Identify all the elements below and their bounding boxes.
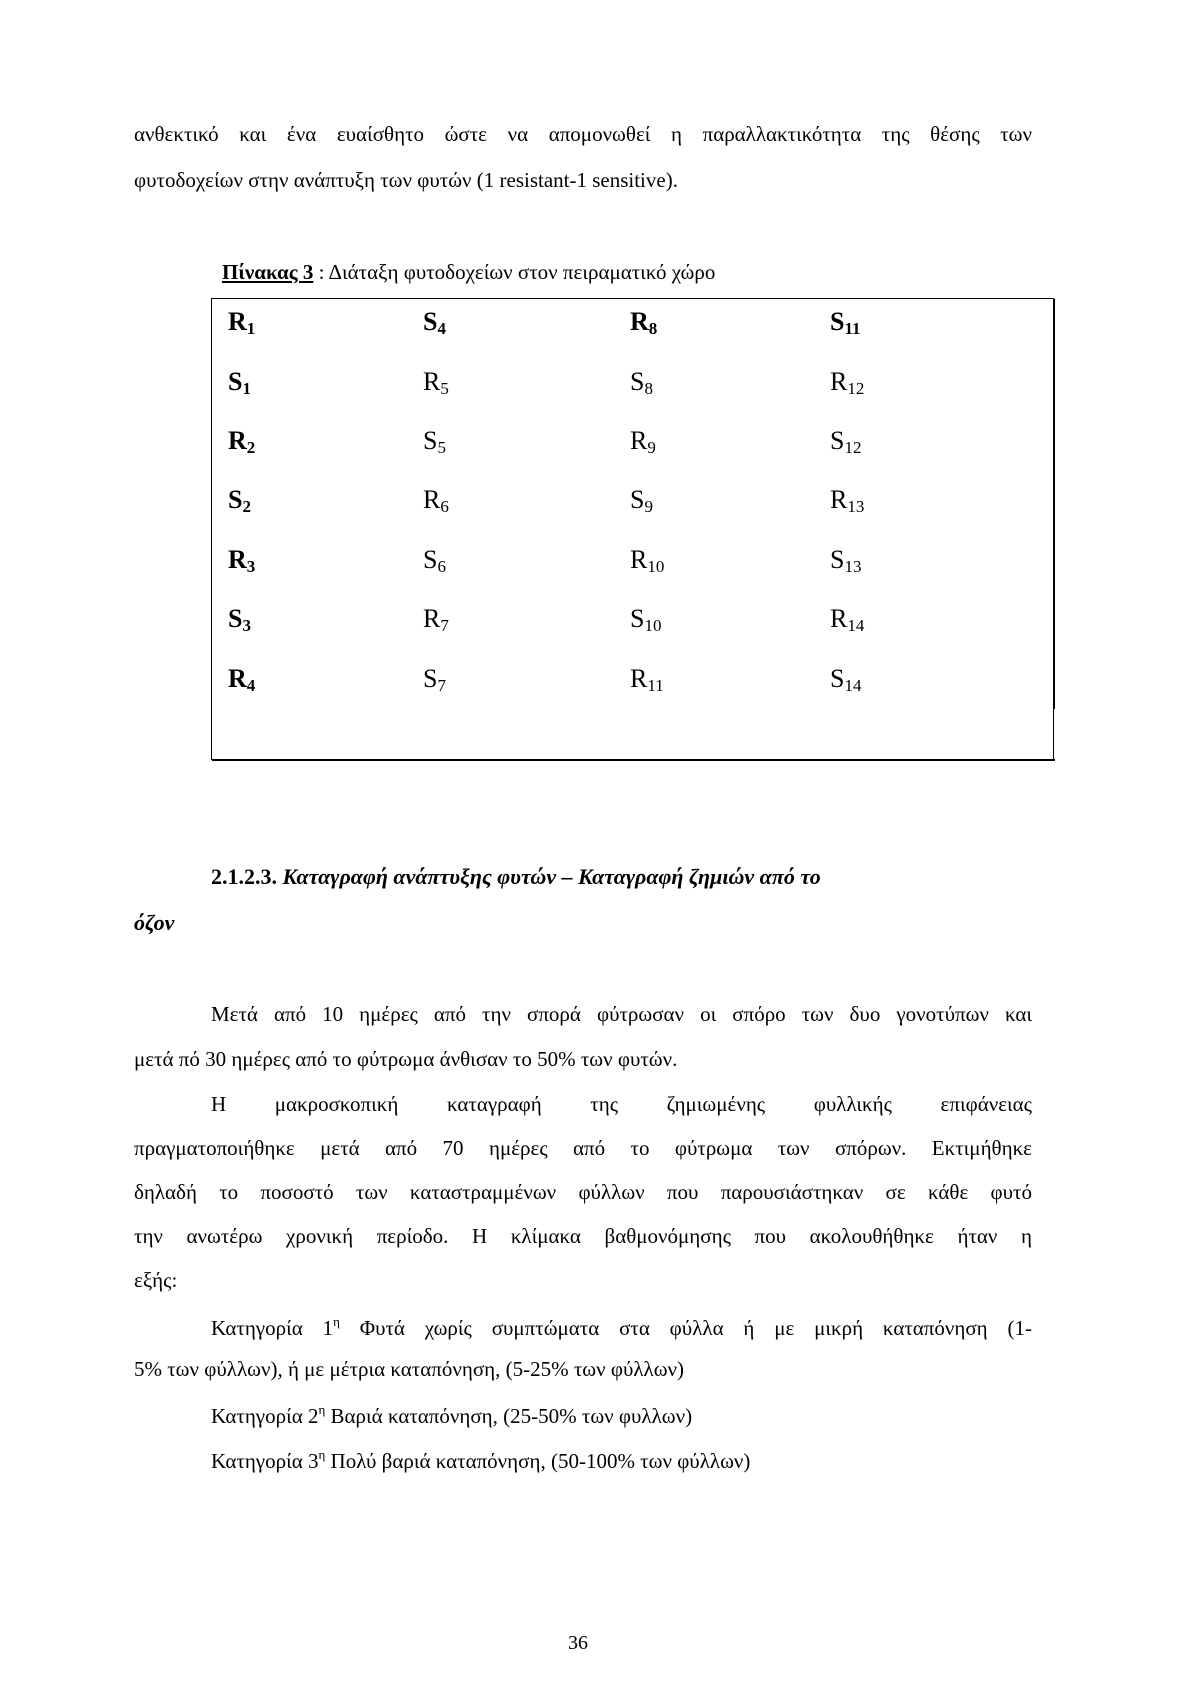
cell-letter: R	[228, 307, 247, 336]
cell-index: 8	[648, 319, 658, 338]
category-2	[211, 1403, 692, 1427]
table-cell-r5-c2	[423, 547, 446, 575]
cell-index: 7	[437, 676, 446, 695]
category-1	[211, 1315, 1032, 1339]
paragraph-2-line-1: Η μακροσκοπική καταγραφή της ζημιωμένης φυλλικής επιφάνειας	[211, 1092, 1032, 1116]
cell-index: 2	[246, 438, 256, 457]
cell-letter: S	[830, 664, 845, 693]
cell-letter: S	[830, 426, 845, 455]
cell-letter: S	[228, 485, 243, 514]
page-number: 36	[568, 1632, 588, 1654]
table-caption-text: : Διάταξη φυτοδοχείων στον πειραματικό χώρο	[313, 260, 716, 284]
cell-index: 6	[440, 497, 449, 516]
cell-letter: S	[630, 367, 645, 396]
cell-index: 3	[246, 557, 256, 576]
cell-index: 12	[847, 379, 865, 398]
intro-line-2: φυτοδοχείων στην ανάπτυξη των φυτών (1 resistant-1 sensitive).	[134, 168, 678, 192]
table-cell-r7-c4	[830, 666, 861, 694]
table-cell-r1-c2	[423, 309, 446, 337]
cell-index: 5	[437, 438, 446, 457]
cell-letter: S	[423, 545, 438, 574]
cell-letter: S	[423, 664, 438, 693]
cell-letter: R	[228, 545, 247, 574]
table-cell-r1-c4	[830, 309, 861, 337]
table-cell-r2-c3	[630, 369, 653, 397]
cell-index: 3	[242, 616, 251, 635]
cell-letter: R	[830, 604, 848, 633]
category-3	[211, 1448, 750, 1472]
section-number: 2.1.2.3.	[211, 864, 277, 889]
table-cell-r5-c1	[228, 547, 255, 575]
section-title: Καταγραφή ανάπτυξης φυτών – Καταγραφή ζημιών από το	[277, 864, 821, 889]
cell-letter: S	[630, 485, 645, 514]
cell-index: 1	[242, 379, 251, 398]
cell-letter: S	[423, 426, 438, 455]
category-2-text: Βαριά καταπόνηση, (25-50% των φυλλων)	[325, 1404, 693, 1428]
cell-index: 10	[647, 557, 665, 576]
table-right-border	[1053, 299, 1055, 709]
cell-index: 9	[644, 497, 653, 516]
cell-index: 11	[647, 676, 664, 695]
paragraph-2-line-5: εξής:	[134, 1268, 178, 1292]
cell-letter: S	[830, 307, 845, 336]
cell-index: 13	[844, 557, 862, 576]
paragraph-1-line-2: μετά πό 30 ημέρες από το φύτρωμα άνθισαν το 50% των φυτών.	[134, 1047, 678, 1071]
cell-letter: R	[423, 485, 441, 514]
cell-letter: R	[830, 367, 848, 396]
table-cell-r2-c1	[228, 369, 251, 397]
cell-letter: R	[228, 426, 247, 455]
cell-index: 13	[847, 497, 865, 516]
cell-letter: S	[228, 367, 243, 396]
table-cell-r7-c3	[630, 666, 664, 694]
cell-letter: S	[423, 307, 438, 336]
table-cell-r2-c2	[423, 369, 449, 397]
table-cell-r6-c4	[830, 606, 864, 634]
cell-letter: R	[630, 426, 648, 455]
table-cell-r7-c2	[423, 666, 446, 694]
table-cell-r4-c4	[830, 487, 864, 515]
cell-index: 4	[246, 676, 256, 695]
cell-index: 14	[847, 616, 865, 635]
category-1-continued: 5% των φύλλων), ή με μέτρια καταπόνηση, (5-25% των φύλλων)	[134, 1357, 685, 1381]
paragraph-2-line-4: την ανωτέρω χρονική περίοδο. Η κλίμακα βαθμονόμησης που ακολουθήθηκε ήταν η	[134, 1224, 1032, 1248]
paragraph-2-line-3: δηλαδή το ποσοστό των καταστραμμένων φύλλων που παρουσιάστηκαν σε κάθε φυτό	[134, 1180, 1032, 1204]
cell-letter: S	[228, 604, 243, 633]
arrangement-table	[211, 298, 1054, 760]
paragraph-1-line-1: Μετά από 10 ημέρες από την σπορά φύτρωσαν οι σπόρο των δυο γονοτύπων και	[211, 1002, 1032, 1026]
cell-index: 1	[246, 319, 256, 338]
cell-index: 11	[844, 319, 861, 338]
cell-letter: S	[830, 545, 845, 574]
cell-index: 8	[644, 379, 653, 398]
category-2-sup: η	[318, 1402, 326, 1417]
table-cell-r3-c1	[228, 428, 255, 456]
table-bottom-border	[212, 759, 1055, 761]
cell-index: 5	[440, 379, 449, 398]
table-cell-r4-c2	[423, 487, 449, 515]
section-title-continued: όζον	[134, 910, 175, 935]
table-cell-r1-c1	[228, 309, 255, 337]
table-cell-r2-c4	[830, 369, 864, 397]
table-cell-r3-c4	[830, 428, 861, 456]
cell-letter: R	[630, 664, 648, 693]
intro-line-1: ανθεκτικό και ένα ευαίσθητο ώστε να απομονωθεί η παραλλακτικότητα της θέσης των	[134, 122, 1032, 146]
table-cell-r6-c3	[630, 606, 661, 634]
category-3-sup: η	[318, 1447, 326, 1462]
cell-letter: R	[423, 604, 441, 633]
cell-index: 7	[440, 616, 449, 635]
category-1-text: Φυτά χωρίς συμπτώματα στα φύλλα ή με μικρή καταπόνηση (1-	[339, 1316, 1032, 1340]
cell-letter: R	[630, 545, 648, 574]
cell-index: 4	[437, 319, 446, 338]
category-3-label: Κατηγορία 3	[211, 1449, 319, 1473]
table-cell-r5-c4	[830, 547, 861, 575]
category-3-text: Πολύ βαριά καταπόνηση, (50-100% των φύλλων)	[325, 1449, 751, 1473]
table-caption	[222, 262, 715, 283]
category-1-label: Κατηγορία 1	[211, 1316, 334, 1340]
cell-index: 6	[437, 557, 446, 576]
table-cell-r1-c3	[630, 309, 657, 337]
cell-index: 10	[644, 616, 662, 635]
cell-letter: R	[630, 307, 649, 336]
category-2-label: Κατηγορία 2	[211, 1404, 319, 1428]
table-cell-r4-c3	[630, 487, 653, 515]
table-cell-r4-c1	[228, 487, 251, 515]
section-heading-continued	[134, 912, 174, 934]
cell-letter: R	[830, 485, 848, 514]
table-cell-r6-c1	[228, 606, 251, 634]
cell-index: 12	[844, 438, 862, 457]
cell-letter: S	[630, 604, 645, 633]
table-cell-r5-c3	[630, 547, 664, 575]
table-cell-r3-c3	[630, 428, 656, 456]
table-caption-label: Πίνακας 3	[222, 260, 314, 284]
table-cell-r7-c1	[228, 666, 255, 694]
cell-index: 14	[844, 676, 862, 695]
cell-index: 9	[647, 438, 656, 457]
cell-index: 2	[242, 497, 251, 516]
table-cell-r3-c2	[423, 428, 446, 456]
category-1-sup: η	[333, 1314, 340, 1329]
cell-letter: R	[423, 367, 441, 396]
paragraph-2-line-2: πραγματοποιήθηκε μετά από 70 ημέρες από το φύτρωμα των σπόρων. Εκτιμήθηκε	[134, 1136, 1032, 1160]
cell-letter: R	[228, 664, 247, 693]
table-cell-r6-c2	[423, 606, 449, 634]
section-heading	[211, 866, 821, 888]
